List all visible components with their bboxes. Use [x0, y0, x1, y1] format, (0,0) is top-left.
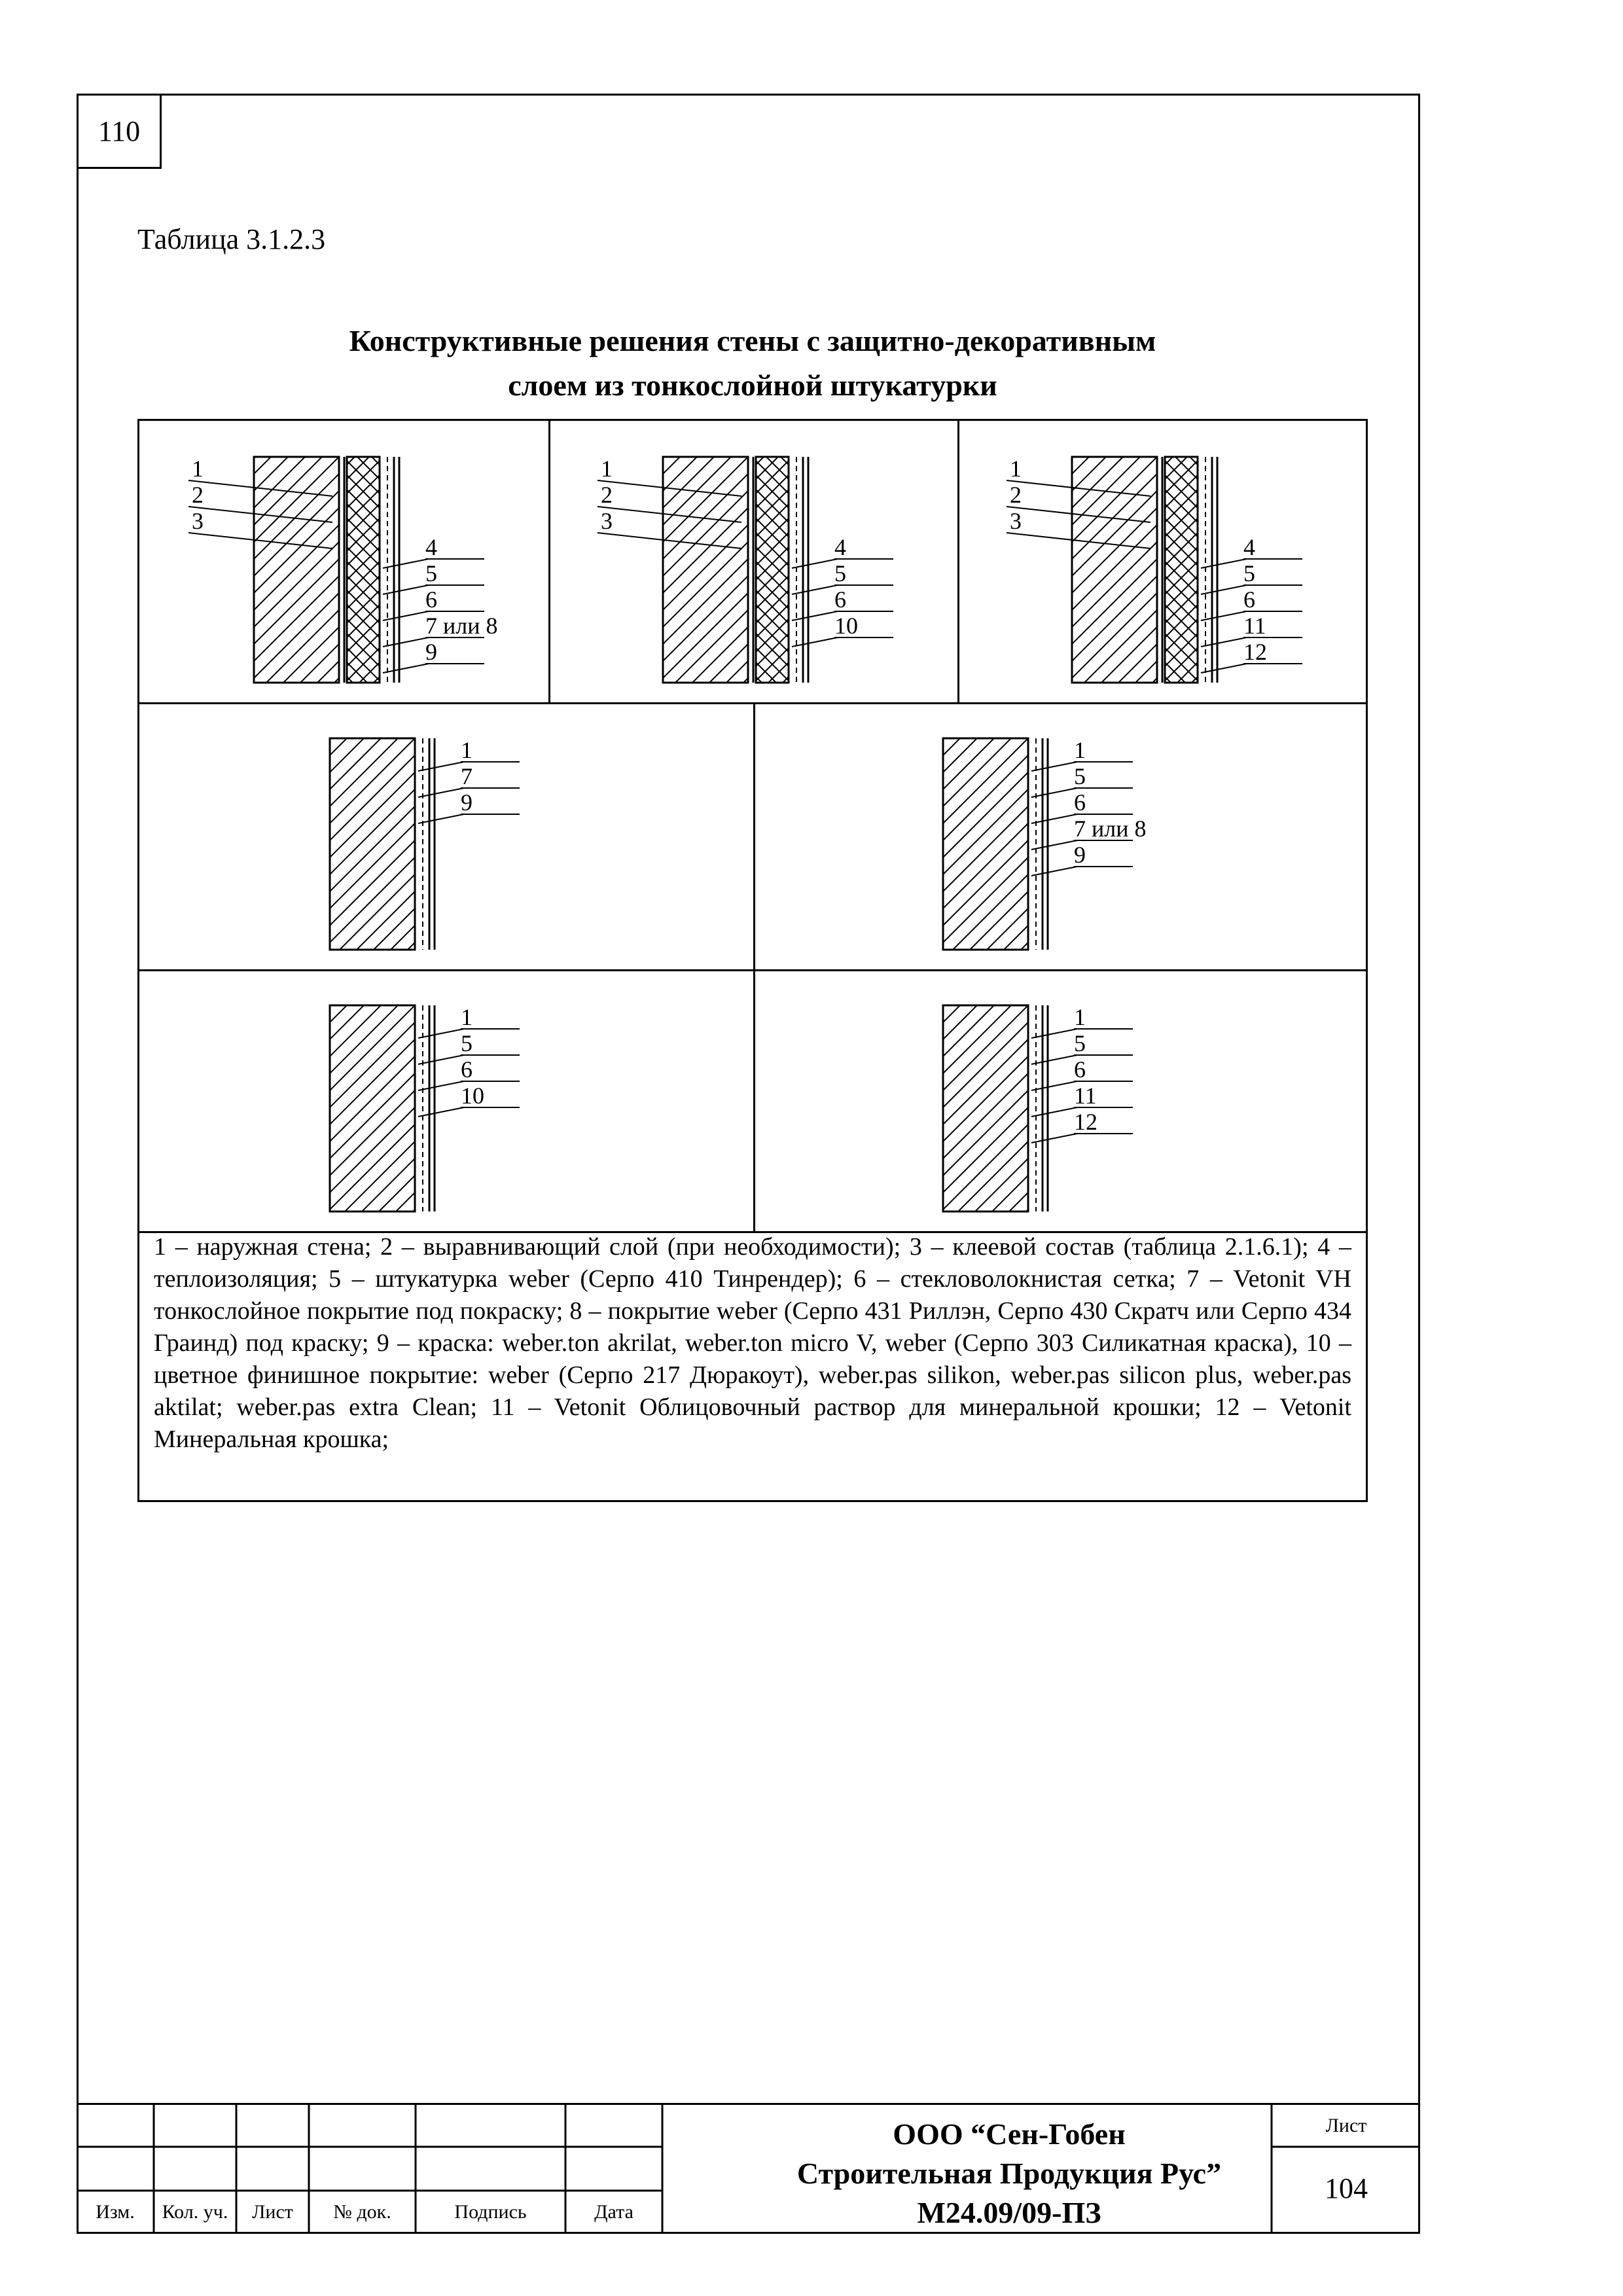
construction-table: [137, 419, 1368, 1502]
layer-label: 1: [1010, 456, 1022, 482]
layer-label: 4: [834, 534, 846, 560]
diagram-2: [548, 421, 957, 702]
layer-label: 4: [1243, 534, 1255, 560]
table-label: Таблица 3.1.2.3: [137, 223, 326, 255]
layer-label: 6: [425, 586, 437, 613]
stamp-col-kol: Кол. уч.: [162, 2201, 228, 2223]
wall-section-drawing: [139, 702, 753, 969]
layer-label: 5: [1074, 763, 1086, 789]
layer-label: 6: [461, 1056, 473, 1083]
stamp-col-date: Дата: [594, 2201, 633, 2223]
layer-label: 1: [601, 456, 613, 482]
layer-label: 2: [1010, 482, 1022, 508]
layer-label: 9: [1074, 842, 1086, 868]
layer-label: 6: [1074, 1056, 1086, 1083]
layer-label: 11: [1074, 1083, 1097, 1109]
sheet-number: 104: [1325, 2172, 1368, 2204]
diagram-1: [139, 421, 548, 702]
title-block: [77, 2103, 1420, 2234]
diagram-3: [957, 421, 1366, 702]
stamp-col-sign: Подпись: [454, 2201, 527, 2223]
layer-label: 5: [461, 1030, 473, 1056]
layer-label: 2: [192, 482, 204, 508]
page-corner-number: 110: [77, 94, 162, 169]
layer-label: 7 или 8: [1074, 816, 1147, 842]
layer-label: 5: [425, 560, 437, 586]
layer-label: 5: [834, 560, 846, 586]
layer-label: 2: [601, 482, 613, 508]
layer-label: 4: [425, 534, 437, 560]
diagram-6: [139, 969, 753, 1231]
table-title-line1: Конструктивные решения стены с защитно-декоративным: [349, 324, 1156, 357]
layer-label: 3: [601, 508, 613, 534]
layer-label: 1: [1074, 1004, 1086, 1030]
layer-label: 1: [461, 1004, 473, 1030]
wall-section-drawing: [139, 421, 548, 702]
layer-label: 10: [834, 613, 858, 639]
layer-label: 6: [834, 586, 846, 613]
legend-text: 1 – наружная стена; 2 – выравнивающий слой (при необходимости); 3 – клеевой состав (таблица 2.1.6.1); 4 – теплоизоляция; 5 – штукатурка weber (Серпо 410 Тинрендер); 6 – стекловолокнистая сетка; 7 – Vetonit VH тонкослойное покрытие под покраску; 8 – покрытие weber (Серпо 431 Риллэн, Серпо 430 Скратч или Серпо 434 Граинд) под краску; 9 – краска: weber.ton akrilat, weber.ton micro V, weber (Серпо 303 Силикатная краска), 10 – цветное финишное покрытие: weber (Серпо 217 Дюракоут), weber.pas silikon, weber.pas silicon plus, weber.pas aktilat; weber.pas extra Clean; 11 – Vetonit Облицовочный раствор для минеральной крошки; 12 – Vetonit Минеральная крошка;: [154, 1233, 1351, 1453]
layer-label: 5: [1074, 1030, 1086, 1056]
wall-section-drawing: [957, 421, 1366, 702]
layer-label: 7: [461, 763, 473, 789]
layer-label: 12: [1074, 1109, 1097, 1135]
layer-label: 12: [1243, 639, 1267, 665]
diagram-5: [753, 702, 1366, 969]
layer-label: 9: [461, 789, 473, 816]
layer-label: 5: [1243, 560, 1255, 586]
diagram-7: [753, 969, 1366, 1231]
layer-label: 6: [1074, 789, 1086, 816]
wall-section-drawing: [139, 969, 753, 1231]
layer-label: 10: [461, 1083, 484, 1109]
org-name-line2: Строительная Продукция Рус”: [796, 2157, 1222, 2190]
wall-section-drawing: [753, 969, 1366, 1231]
layer-label: 9: [425, 639, 437, 665]
layer-label: 1: [461, 737, 473, 763]
stamp-col-list: Лист: [252, 2201, 293, 2223]
stamp-col-doc: № док.: [333, 2201, 391, 2223]
layer-label: 6: [1243, 586, 1255, 613]
sheet-label: Лист: [1325, 2115, 1367, 2136]
wall-section-drawing: [753, 702, 1366, 969]
stamp-col-izm: Изм.: [96, 2201, 135, 2223]
table-title-line2: слоем из тонкослойной штукатурки: [508, 368, 997, 402]
layer-label: 3: [1010, 508, 1022, 534]
layer-label: 11: [1243, 613, 1266, 639]
document-code: М24.09/09-ПЗ: [917, 2196, 1101, 2229]
layer-label: 3: [192, 508, 204, 534]
layer-label: 1: [1074, 737, 1086, 763]
layer-label: 7 или 8: [425, 613, 498, 639]
layer-label: 1: [192, 456, 204, 482]
wall-section-drawing: [548, 421, 957, 702]
diagram-4: [139, 702, 753, 969]
org-name-line1: ООО “Сен-Гобен: [893, 2117, 1126, 2151]
